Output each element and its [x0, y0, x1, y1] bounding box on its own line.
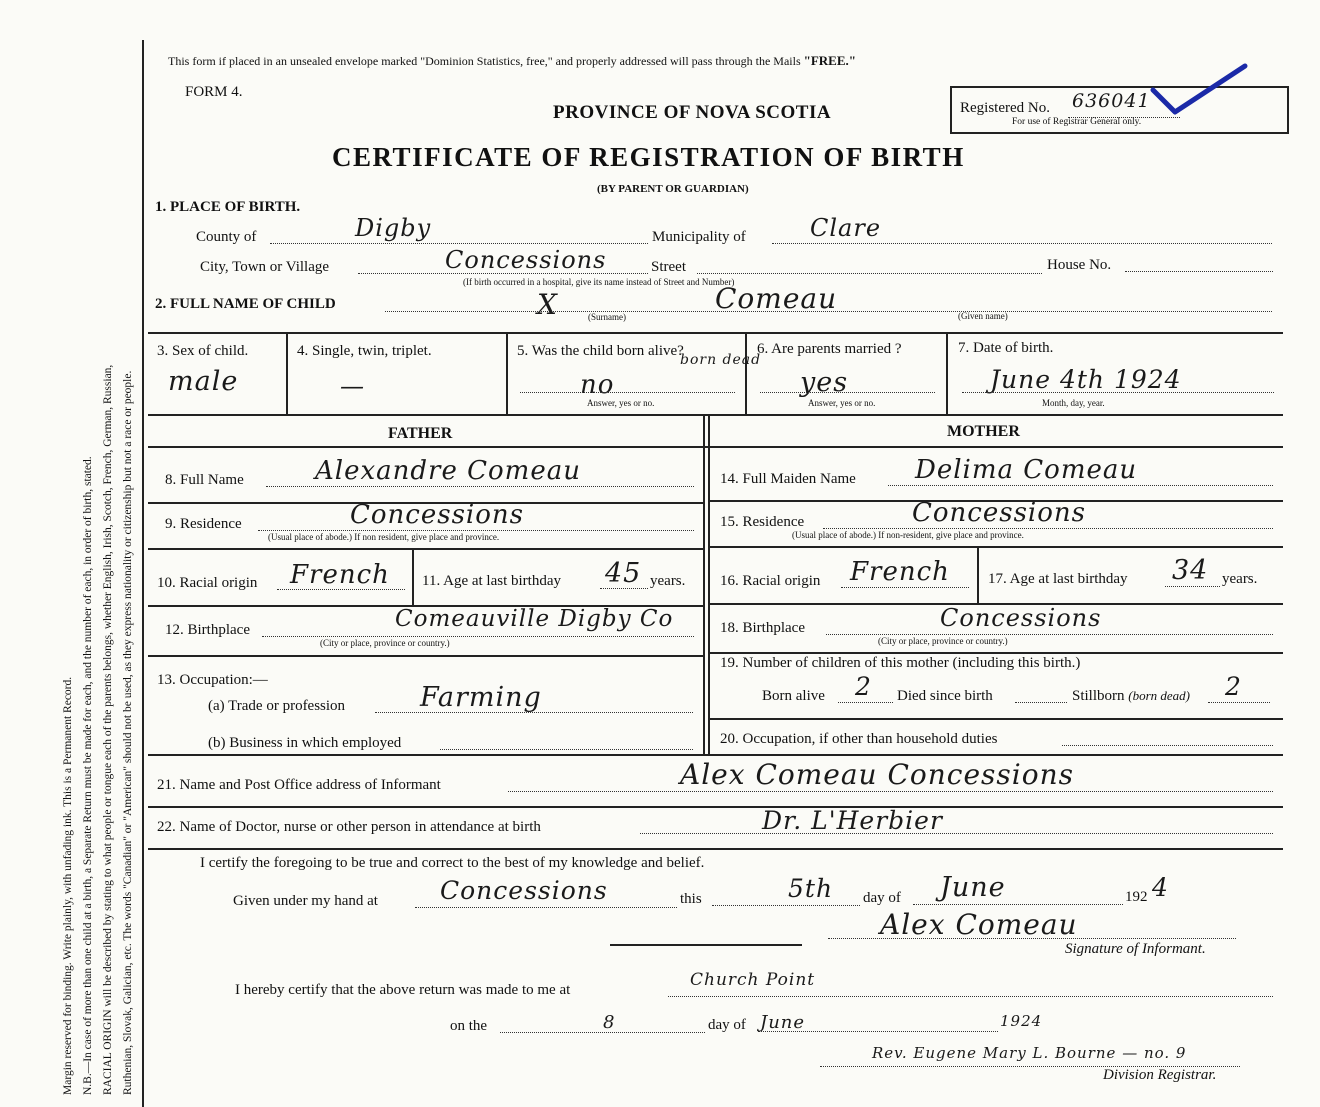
- mother-racial-label: 16. Racial origin: [720, 573, 821, 589]
- mother-name-dots: [888, 485, 1273, 486]
- father-name-dots: [266, 486, 694, 487]
- stillborn-value: 2: [1225, 672, 1242, 701]
- informant-signature: Alex Comeau: [880, 908, 1078, 941]
- born-alive-dots: [838, 702, 893, 703]
- mother-occupation-dots: [1062, 745, 1273, 746]
- rule-f12: [148, 655, 704, 657]
- hospital-note: (If birth occurred in a hospital, give its name instead of Street and Number): [463, 277, 735, 287]
- dob-dots: [962, 392, 1274, 393]
- father-racial-label: 10. Racial origin: [157, 575, 258, 591]
- certificate-subtitle: (BY PARENT OR GUARDIAN): [597, 183, 749, 195]
- informant-dots: [508, 791, 1273, 792]
- sex-label: 3. Sex of child.: [157, 343, 249, 359]
- child-given-value: X: [537, 288, 558, 321]
- father-business-label: (b) Business in which employed: [208, 735, 402, 751]
- year-prefix: 192: [1125, 889, 1148, 905]
- stillborn-label: [1072, 688, 1190, 705]
- mother-racial-value: French: [850, 557, 950, 587]
- row3-div-2: [506, 332, 508, 416]
- given-name-note: (Given name): [958, 311, 1008, 321]
- mother-age-unit: years.: [1222, 571, 1258, 587]
- given-place-dots: [415, 907, 677, 908]
- cert-month-value: June: [940, 872, 1006, 903]
- day-of-label: day of: [863, 890, 901, 906]
- rule-parents-bottom: [148, 754, 1283, 756]
- street-dots: [697, 273, 1042, 274]
- house-label: House No.: [1047, 257, 1112, 273]
- mother-age-div: [977, 548, 979, 604]
- given-place-value: Concessions: [440, 876, 608, 905]
- dob-label: 7. Date of birth.: [958, 340, 1054, 356]
- county-label: County of: [196, 229, 257, 245]
- married-value: yes: [800, 367, 849, 398]
- mother-birthplace-dots: [826, 634, 1273, 635]
- alive-note: Answer, yes or no.: [587, 398, 655, 408]
- child-surname-value: Comeau: [715, 282, 838, 315]
- father-heading: FATHER: [388, 425, 453, 442]
- alive-extra: born dead: [680, 352, 762, 368]
- mother-age-value: 34: [1172, 555, 1209, 586]
- mother-children-label: 19. Number of children of this mother (including this birth.): [720, 655, 1081, 671]
- stillborn-dots: [1208, 702, 1270, 703]
- municipality-label: Municipality of: [652, 229, 746, 245]
- row3-div-4: [946, 332, 948, 416]
- father-occupation-label: 13. Occupation:—: [157, 672, 268, 688]
- given-under-label: Given under my hand at: [233, 893, 378, 909]
- surname-note: (Surname): [588, 312, 626, 322]
- mother-birthplace-note: (City or place, province or country.): [878, 636, 1008, 646]
- married-label: 6. Are parents married ?: [757, 341, 902, 357]
- single-label: 4. Single, twin, triplet.: [297, 343, 432, 359]
- form-number: FORM 4.: [185, 84, 243, 100]
- father-birthplace-dots: [262, 636, 694, 637]
- cert-year-value: 4: [1152, 873, 1169, 902]
- mother-name-value: Delima Comeau: [915, 455, 1138, 485]
- mother-residence-value: Concessions: [912, 498, 1086, 528]
- city-value: Concessions: [445, 246, 607, 274]
- single-value: —: [340, 372, 365, 400]
- father-age-label: 11. Age at last birthday: [422, 573, 561, 589]
- county-dots: [270, 243, 648, 244]
- rule-m18: [708, 652, 1283, 654]
- certify-statement: I certify the foregoing to be true and correct to the best of my knowledge and belief.: [200, 855, 705, 871]
- died-since-label: Died since birth: [897, 688, 993, 704]
- margin-note-2: N.B.—In case of more than one child at a birth, a Separate Return must be made for each, and the number of each, in order of birth, stated.: [82, 456, 94, 1095]
- checkmark-icon: [1145, 60, 1255, 120]
- mother-residence-dots: [823, 528, 1273, 529]
- registrar-signature-label: Division Registrar.: [1103, 1067, 1217, 1083]
- dob-value: June 4th 1924: [990, 365, 1182, 394]
- father-age-value: 45: [605, 558, 642, 589]
- born-alive-label: Born alive: [762, 688, 825, 704]
- rule-bottom-row3: [148, 414, 1283, 416]
- sex-value: male: [168, 366, 239, 397]
- father-name-label: 8. Full Name: [165, 472, 244, 488]
- rule-21: [148, 806, 1283, 808]
- parents-divider-a: [703, 414, 705, 754]
- mother-name-label: 14. Full Maiden Name: [720, 471, 856, 487]
- rule-f9: [148, 548, 704, 550]
- mother-birthplace-value: Concessions: [940, 604, 1102, 632]
- house-dots: [1125, 271, 1273, 272]
- father-age-unit: years.: [650, 573, 686, 589]
- registrar-note: For use of Registrar General only.: [1012, 117, 1142, 127]
- county-value: Digby: [355, 214, 432, 242]
- registrar-on-label: on the: [450, 1018, 488, 1034]
- father-trade-value: Farming: [420, 682, 542, 713]
- mother-birthplace-label: 18. Birthplace: [720, 620, 805, 636]
- street-label: Street: [651, 259, 686, 275]
- rule-m19: [708, 718, 1283, 720]
- city-label: City, Town or Village: [200, 259, 330, 275]
- father-residence-value: Concessions: [350, 500, 524, 530]
- mail-notice-text: This form if placed in an unsealed envelope marked "Dominion Statistics, free," and properly addressed will pass through the Mails: [168, 54, 801, 68]
- father-trade-label: (a) Trade or profession: [208, 698, 346, 714]
- father-name-value: Alexandre Comeau: [315, 456, 581, 486]
- doctor-dots: [640, 833, 1273, 834]
- mother-residence-note: (Usual place of abode.) If non-resident, give place and province.: [792, 530, 1024, 540]
- registrar-month-value: June: [760, 1012, 806, 1033]
- father-residence-note: (Usual place of abode.) If non resident, give place and province.: [268, 532, 500, 542]
- registrar-place-dots: [668, 996, 1273, 997]
- registrar-year-value: 1924: [1000, 1012, 1043, 1030]
- informant-signature-label: Signature of Informant.: [1065, 941, 1206, 957]
- province-title: PROVINCE OF NOVA SCOTIA: [553, 102, 832, 123]
- cert-day-value: 5th: [788, 874, 834, 903]
- informant-value: Alex Comeau Concessions: [680, 758, 1074, 791]
- certificate-title: CERTIFICATE OF REGISTRATION OF BIRTH: [332, 142, 965, 172]
- father-birthplace-label: 12. Birthplace: [165, 622, 250, 638]
- this-label: this: [680, 891, 702, 907]
- mother-age-label: 17. Age at last birthday: [988, 571, 1128, 587]
- doctor-value: Dr. L'Herbier: [762, 806, 943, 835]
- alive-label: 5. Was the child born alive?: [517, 343, 684, 359]
- father-racial-value: French: [290, 560, 390, 590]
- mail-notice: [168, 53, 856, 69]
- father-age-div: [412, 550, 414, 606]
- registrar-place-value: Church Point: [690, 970, 816, 990]
- mother-racial-dots: [841, 587, 969, 588]
- mother-age-dots: [1165, 586, 1220, 587]
- father-residence-dots: [258, 530, 694, 531]
- mother-residence-label: 15. Residence: [720, 514, 805, 530]
- mother-heading: MOTHER: [947, 423, 1020, 440]
- died-since-dots: [1015, 702, 1067, 703]
- place-of-birth-label: 1. PLACE OF BIRTH.: [155, 199, 301, 215]
- rule-22: [148, 848, 1283, 850]
- registered-label: Registered No.: [960, 100, 1050, 116]
- stillborn-note: (born dead): [1128, 688, 1191, 703]
- registrar-day-value: 8: [603, 1012, 616, 1033]
- doctor-label: 22. Name of Doctor, nurse or other person in attendance at birth: [157, 819, 541, 835]
- born-alive-value: 2: [855, 672, 872, 701]
- registrar-statement: I hereby certify that the above return was made to me at: [235, 982, 571, 998]
- mother-occupation-label: 20. Occupation, if other than household duties: [720, 731, 998, 747]
- rule-m15: [708, 546, 1283, 548]
- informant-signature-rule: [610, 944, 802, 946]
- row3-div-1: [286, 332, 288, 416]
- registrar-signature: Rev. Eugene Mary L. Bourne — no. 9: [872, 1044, 1187, 1062]
- father-birthplace-note: (City or place, province or country.): [320, 638, 450, 648]
- dob-note: Month, day, year.: [1042, 398, 1105, 408]
- father-residence-label: 9. Residence: [165, 516, 242, 532]
- married-note: Answer, yes or no.: [808, 398, 876, 408]
- rule-top-row3: [148, 332, 1283, 334]
- alive-dots: [520, 392, 735, 393]
- margin-note-1: Margin reserved for binding. Write plainly, with unfading ink. This is a Permanent Record.: [62, 676, 74, 1095]
- municipality-value: Clare: [810, 214, 882, 242]
- child-name-label: 2. FULL NAME OF CHILD: [155, 296, 336, 312]
- margin-rule: [142, 40, 144, 1107]
- day-dots: [712, 905, 860, 906]
- municipality-dots: [772, 243, 1272, 244]
- parents-divider-b: [708, 414, 710, 754]
- rule-parents-heading: [148, 446, 1283, 448]
- father-business-dots: [440, 749, 693, 750]
- month-dots: [913, 904, 1123, 905]
- registrar-day-of-label: day of: [708, 1017, 746, 1033]
- margin-note-3: RACIAL ORIGIN will be described by stating to what people or tongue each of the parents belongs, whether English, Irish, Scotch, French, German, Russian,: [102, 364, 114, 1095]
- father-birthplace-value: Comeauville Digby Co: [395, 606, 674, 632]
- married-dots: [760, 392, 935, 393]
- informant-sig-dots: [828, 938, 1236, 939]
- mail-notice-free: "FREE.": [803, 53, 856, 68]
- margin-note-4: Ruthenian, Slovak, Galician, etc. The words "Canadian" or "American" should not be used, as they express nationality or citizenship but not a race or people.: [122, 370, 134, 1095]
- stillborn-text: Stillborn: [1072, 688, 1125, 704]
- registered-number: 636041: [1072, 90, 1151, 112]
- informant-label: 21. Name and Post Office address of Informant: [157, 777, 441, 793]
- alive-value: no: [580, 370, 615, 400]
- row3-div-3: [745, 332, 747, 416]
